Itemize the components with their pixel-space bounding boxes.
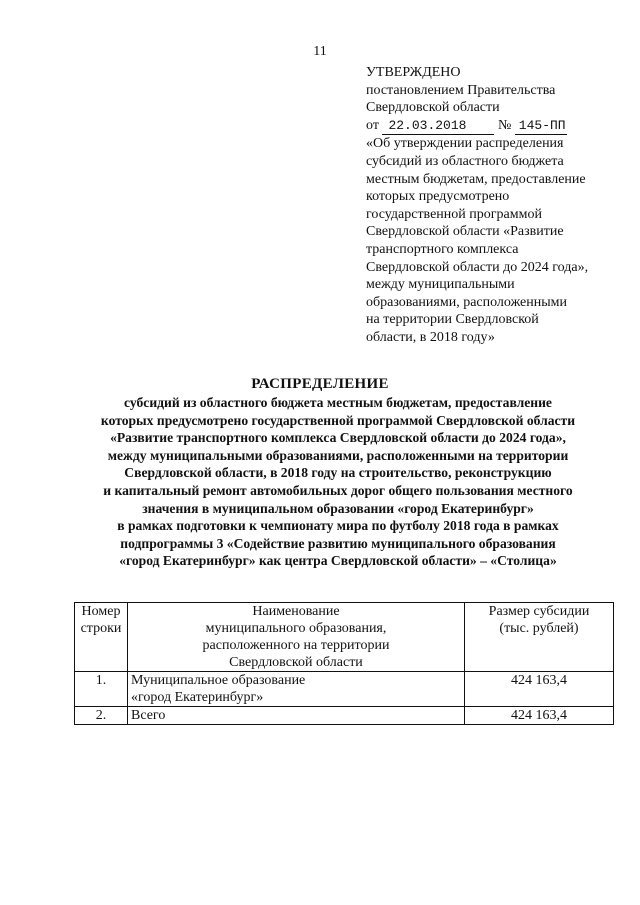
approval-desc-line: местным бюджетам, предоставление <box>366 171 586 187</box>
subtitle-line: «город Екатеринбург» как центра Свердловской области» – «Столица» <box>119 553 557 569</box>
table-header-row <box>75 603 614 672</box>
subtitle-line: подпрограммы 3 «Содействие развитию муниципального образования <box>120 535 556 551</box>
header-cell-row-number <box>75 603 128 672</box>
header-text: муниципального образования, <box>205 621 387 636</box>
number-label: № <box>497 117 512 133</box>
approval-desc-line: между муниципальными <box>366 277 515 293</box>
page-number: 11 <box>313 44 327 59</box>
header-text: Свердловской области <box>229 655 363 670</box>
row-name-line: Муниципальное образование <box>131 673 306 688</box>
header-text: Размер субсидии <box>488 604 590 619</box>
subtitle-line: и капитальный ремонт автомобильных дорог общего пользования местного <box>103 482 573 498</box>
approval-date: 22.03.2018 <box>382 117 494 136</box>
approval-desc-line: образованиями, расположенными <box>366 294 568 310</box>
approval-desc-line: транспортного комплекса <box>366 241 519 257</box>
row-name-line: «город Екатеринбург» <box>131 690 264 705</box>
approval-desc-line: на территории Свердловской <box>366 312 539 328</box>
approval-doc-number: 145-ПП <box>515 117 567 136</box>
approval-line: Свердловской области <box>366 100 500 116</box>
approval-desc-line: которых предусмотрено <box>366 189 510 205</box>
subtitle-line: субсидий из областного бюджета местным бюджетам, предоставление <box>124 395 552 410</box>
subtitle-line: значения в муниципальном образовании «город Екатеринбург» <box>142 500 534 516</box>
document-subtitle <box>60 394 616 570</box>
approval-desc-line: Свердловской области до 2024 года», <box>366 259 589 275</box>
row-name-line: Всего <box>131 708 166 723</box>
subtitle-line: которых предусмотрено государственной программой Свердловской области <box>100 412 576 428</box>
document-title: РАСПРЕДЕЛЕНИЕ <box>251 376 389 392</box>
header-cell-subsidy-amount <box>465 603 614 672</box>
row-amount: 424 163,4 <box>465 707 614 725</box>
approval-line: постановлением Правительства <box>366 82 556 98</box>
row-number: 1. <box>75 672 128 707</box>
row-number: 2. <box>75 707 128 725</box>
table-row <box>75 707 614 725</box>
table-row <box>75 672 614 707</box>
approval-heading: УТВЕРЖДЕНО <box>366 65 461 80</box>
distribution-table <box>74 602 614 725</box>
row-amount: 424 163,4 <box>465 672 614 707</box>
subtitle-line: Свердловской области, в 2018 году на строительство, реконструкцию <box>124 465 552 481</box>
approval-desc-line: субсидий из областного бюджета <box>366 153 564 169</box>
row-municipality <box>128 672 465 707</box>
approval-desc-line: Свердловской области «Развитие <box>366 224 564 240</box>
subtitle-line: «Развитие транспортного комплекса Свердловской области до 2024 года», <box>110 430 566 446</box>
subtitle-line: между муниципальными образованиями, расположенными на территории <box>107 447 569 463</box>
header-text: расположенного на территории <box>202 638 390 653</box>
subtitle-line: в рамках подготовки к чемпионату мира по футболу 2018 года в рамках <box>117 518 559 534</box>
approval-block <box>366 64 636 347</box>
approval-desc-line: области, в 2018 году» <box>366 329 495 345</box>
header-text: Номер <box>81 604 121 619</box>
header-text: строки <box>80 621 122 636</box>
approval-desc-line: государственной программой <box>366 206 542 222</box>
approval-desc-line: «Об утверждении распределения <box>366 136 564 152</box>
header-text: Наименование <box>252 604 340 619</box>
from-label: от <box>366 117 379 133</box>
header-text: (тыс. рублей) <box>499 621 579 636</box>
header-cell-municipality <box>128 603 465 672</box>
row-municipality <box>128 707 465 725</box>
approval-date-line <box>366 117 636 136</box>
